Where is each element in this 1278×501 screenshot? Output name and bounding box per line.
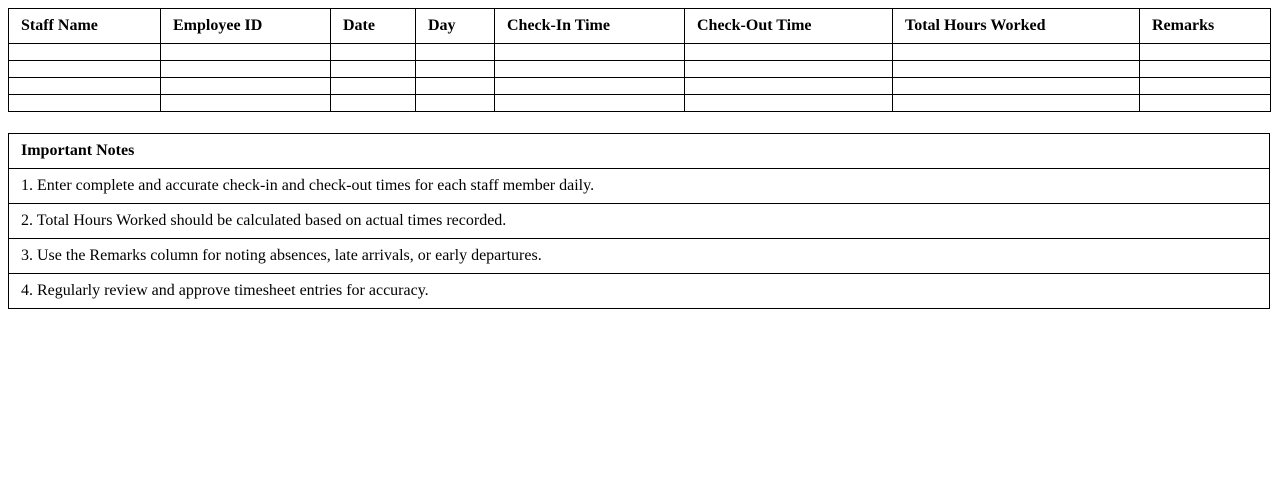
note-item: 3. Use the Remarks column for noting absences, late arrivals, or early departures. <box>9 239 1270 274</box>
table-cell <box>331 61 416 78</box>
table-cell <box>9 44 161 61</box>
timesheet-header-row <box>9 9 1271 44</box>
table-cell <box>331 95 416 112</box>
table-cell <box>416 95 495 112</box>
table-cell <box>495 61 685 78</box>
note-item: 2. Total Hours Worked should be calculated based on actual times recorded. <box>9 204 1270 239</box>
timesheet-table <box>8 8 1271 112</box>
table-cell <box>685 95 893 112</box>
column-header-date: Date <box>331 9 416 44</box>
note-row <box>9 239 1270 274</box>
column-header-staff-name: Staff Name <box>9 9 161 44</box>
table-cell <box>161 44 331 61</box>
table-cell <box>416 78 495 95</box>
table-cell <box>1140 95 1271 112</box>
table-cell <box>893 78 1140 95</box>
column-header-employee-id: Employee ID <box>161 9 331 44</box>
table-cell <box>893 44 1140 61</box>
note-row <box>9 274 1270 309</box>
table-row <box>9 44 1271 61</box>
table-cell <box>9 78 161 95</box>
important-notes-table <box>8 133 1270 309</box>
table-row <box>9 78 1271 95</box>
column-header-total-hours-worked: Total Hours Worked <box>893 9 1140 44</box>
notes-title: Important Notes <box>9 134 1270 169</box>
table-cell <box>495 78 685 95</box>
column-header-check-out-time: Check-Out Time <box>685 9 893 44</box>
column-header-remarks: Remarks <box>1140 9 1271 44</box>
table-cell <box>9 95 161 112</box>
column-header-day: Day <box>416 9 495 44</box>
table-cell <box>1140 78 1271 95</box>
table-cell <box>331 44 416 61</box>
table-row <box>9 95 1271 112</box>
note-item: 4. Regularly review and approve timesheet entries for accuracy. <box>9 274 1270 309</box>
table-cell <box>685 78 893 95</box>
note-row <box>9 169 1270 204</box>
table-cell <box>161 95 331 112</box>
table-cell <box>416 44 495 61</box>
table-cell <box>495 44 685 61</box>
column-header-check-in-time: Check-In Time <box>495 9 685 44</box>
table-cell <box>9 61 161 78</box>
table-cell <box>893 95 1140 112</box>
table-cell <box>1140 61 1271 78</box>
table-cell <box>685 44 893 61</box>
notes-header-row <box>9 134 1270 169</box>
table-cell <box>893 61 1140 78</box>
note-item: 1. Enter complete and accurate check-in and check-out times for each staff member daily. <box>9 169 1270 204</box>
table-cell <box>685 61 893 78</box>
note-row <box>9 204 1270 239</box>
table-cell <box>416 61 495 78</box>
table-cell <box>331 78 416 95</box>
document-page <box>8 8 1270 309</box>
table-row <box>9 61 1271 78</box>
table-cell <box>161 61 331 78</box>
table-cell <box>495 95 685 112</box>
table-cell <box>161 78 331 95</box>
table-cell <box>1140 44 1271 61</box>
